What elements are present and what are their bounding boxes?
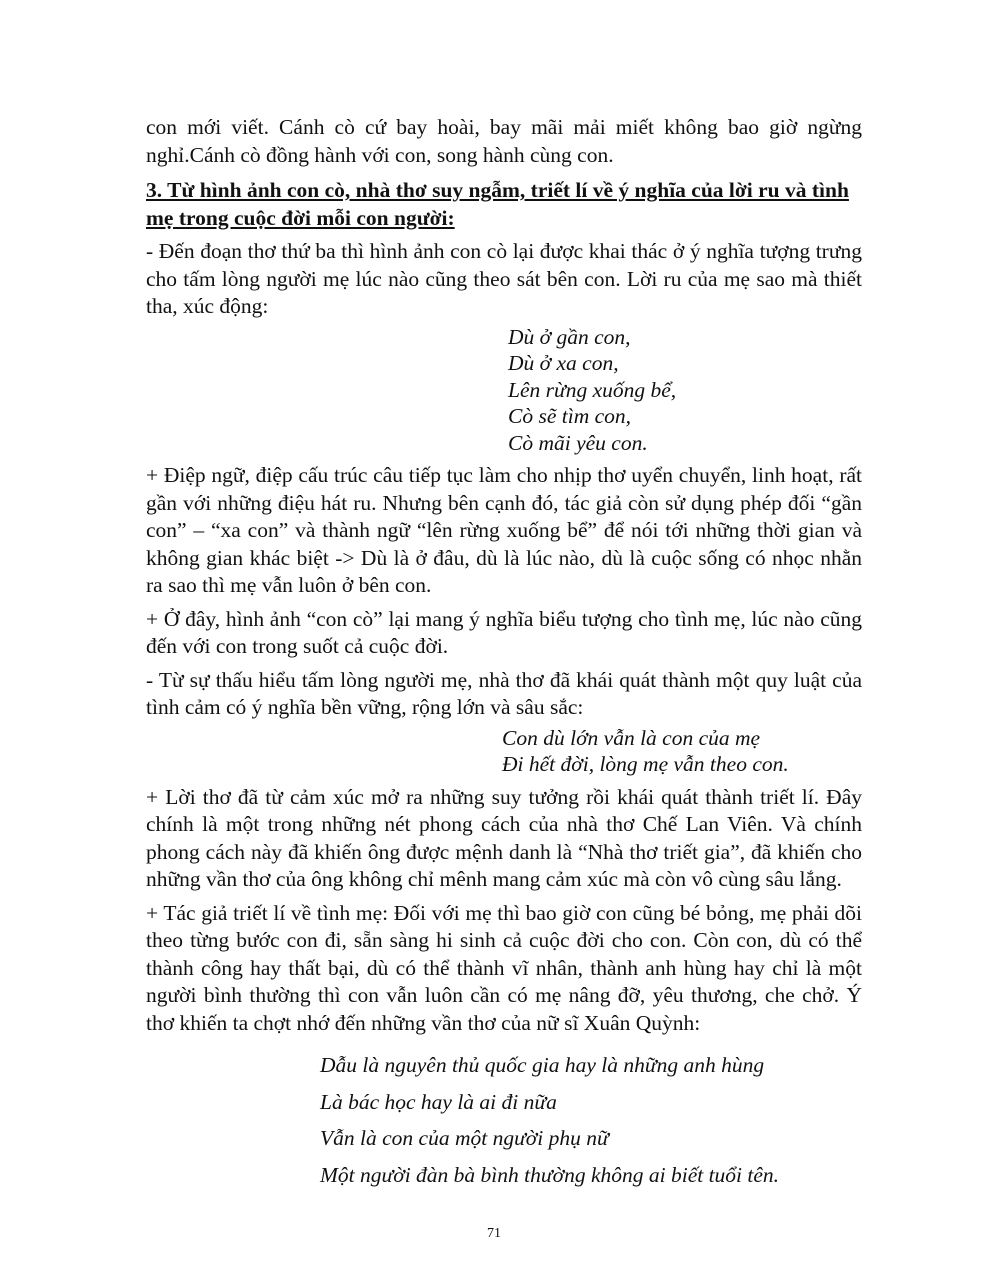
page-number: 71 [487,1226,501,1241]
poem-line: Con dù lớn vẫn là con của mẹ [502,725,761,750]
paragraph-philosophy: + Lời thơ đã từ cảm xúc mở ra những suy tưởng rồi khái quát thành triết lí. Đây chính là một trong những nét phong cách của nhà thơ Chế Lan Viên. Và chính phong cách này đã khiến ông được mệnh danh là “Nhà thơ triết gia”, đã khiến cho những vần thơ của ông không chỉ mênh mang cảm xúc mà còn vô cùng sâu lắng. [146,784,862,891]
paragraph-repetition-analysis: + Điệp ngữ, điệp cấu trúc câu tiếp tục làm cho nhịp thơ uyển chuyển, linh hoạt, rất gần với những điệu hát ru. Nhưng bên cạnh đó, tác giả còn sử dụng phép đối “gần con” – “xa con” và thành ngữ “lên rừng xuống bể” để nói tới những thời gian và không gian khác biệt -> Dù là ở đâu, dù là lúc nào, dù là cuộc sống có nhọc nhằn ra sao thì mẹ vẫn luôn ở bên con. [146,463,862,597]
poem-excerpt-1 [146,324,862,457]
paragraph-symbol-meaning: + Ở đây, hình ảnh “con cò” lại mang ý nghĩa biểu tượng cho tình mẹ, lúc nào cũng đến với con trong suốt cả cuộc đời. [146,606,862,658]
poem-line: Vẫn là con của một người phụ nữ [320,1126,609,1150]
poem-line: Là bác học hay là ai đi nữa [320,1089,557,1114]
poem-excerpt-2 [146,725,862,778]
poem-line: Cò sẽ tìm con, [508,404,632,428]
poem-line: Dẫu là nguyên thủ quốc gia hay là những anh hùng [320,1053,765,1077]
poem-excerpt-3 [146,1047,862,1193]
poem-line: Dù ở xa con, [508,351,619,375]
paragraph-mother-love: + Tác giả triết lí về tình mẹ: Đối với mẹ thì bao giờ con cũng bé bỏng, mẹ phải dõi theo từng bước con đi, sẵn sàng hi sinh cả cuộc đời cho con. Còn con, dù có thể thành công hay thất bại, dù có thể thành vĩ nhân, thành anh hùng hay chỉ là một người bình thường thì con vẫn luôn cần có mẹ nâng đỡ, yêu thương, che chở. Ý thơ khiến ta chợt nhớ đến những vần thơ của nữ sĩ Xuân Quỳnh: [146,900,862,1035]
poem-line: Dù ở gần con, [508,324,631,349]
poem-line: Lên rừng xuống bể, [508,377,677,402]
paragraph-continuation: con mới viết. Cánh cò cứ bay hoài, bay mãi mải miết không bao giờ ngừng nghỉ.Cánh cò đồng hành với con, song hành cùng con. [146,115,862,167]
paragraph-intro-stanza-three: - Đến đoạn thơ thứ ba thì hình ảnh con cò lại được khai thác ở ý nghĩa tượng trưng cho tấm lòng người mẹ lúc nào cũng theo sát bên con. Lời ru của mẹ sao mà thiết tha, xúc động: [146,239,862,318]
paragraph-generalization: - Từ sự thấu hiểu tấm lòng người mẹ, nhà thơ đã khái quát thành một quy luật của tình cảm có ý nghĩa bền vững, rộng lớn và sâu sắc: [146,667,862,719]
poem-line: Một người đàn bà bình thường không ai biết tuổi tên. [320,1162,780,1187]
section-heading: 3. Từ hình ảnh con cò, nhà thơ suy ngẫm, triết lí về ý nghĩa của lời ru và tình mẹ trong cuộc đời mỗi con người: [146,178,849,230]
poem-line: Cò mãi yêu con. [508,430,648,455]
poem-line: Đi hết đời, lòng mẹ vẫn theo con. [502,752,789,776]
page-content [146,114,862,1197]
